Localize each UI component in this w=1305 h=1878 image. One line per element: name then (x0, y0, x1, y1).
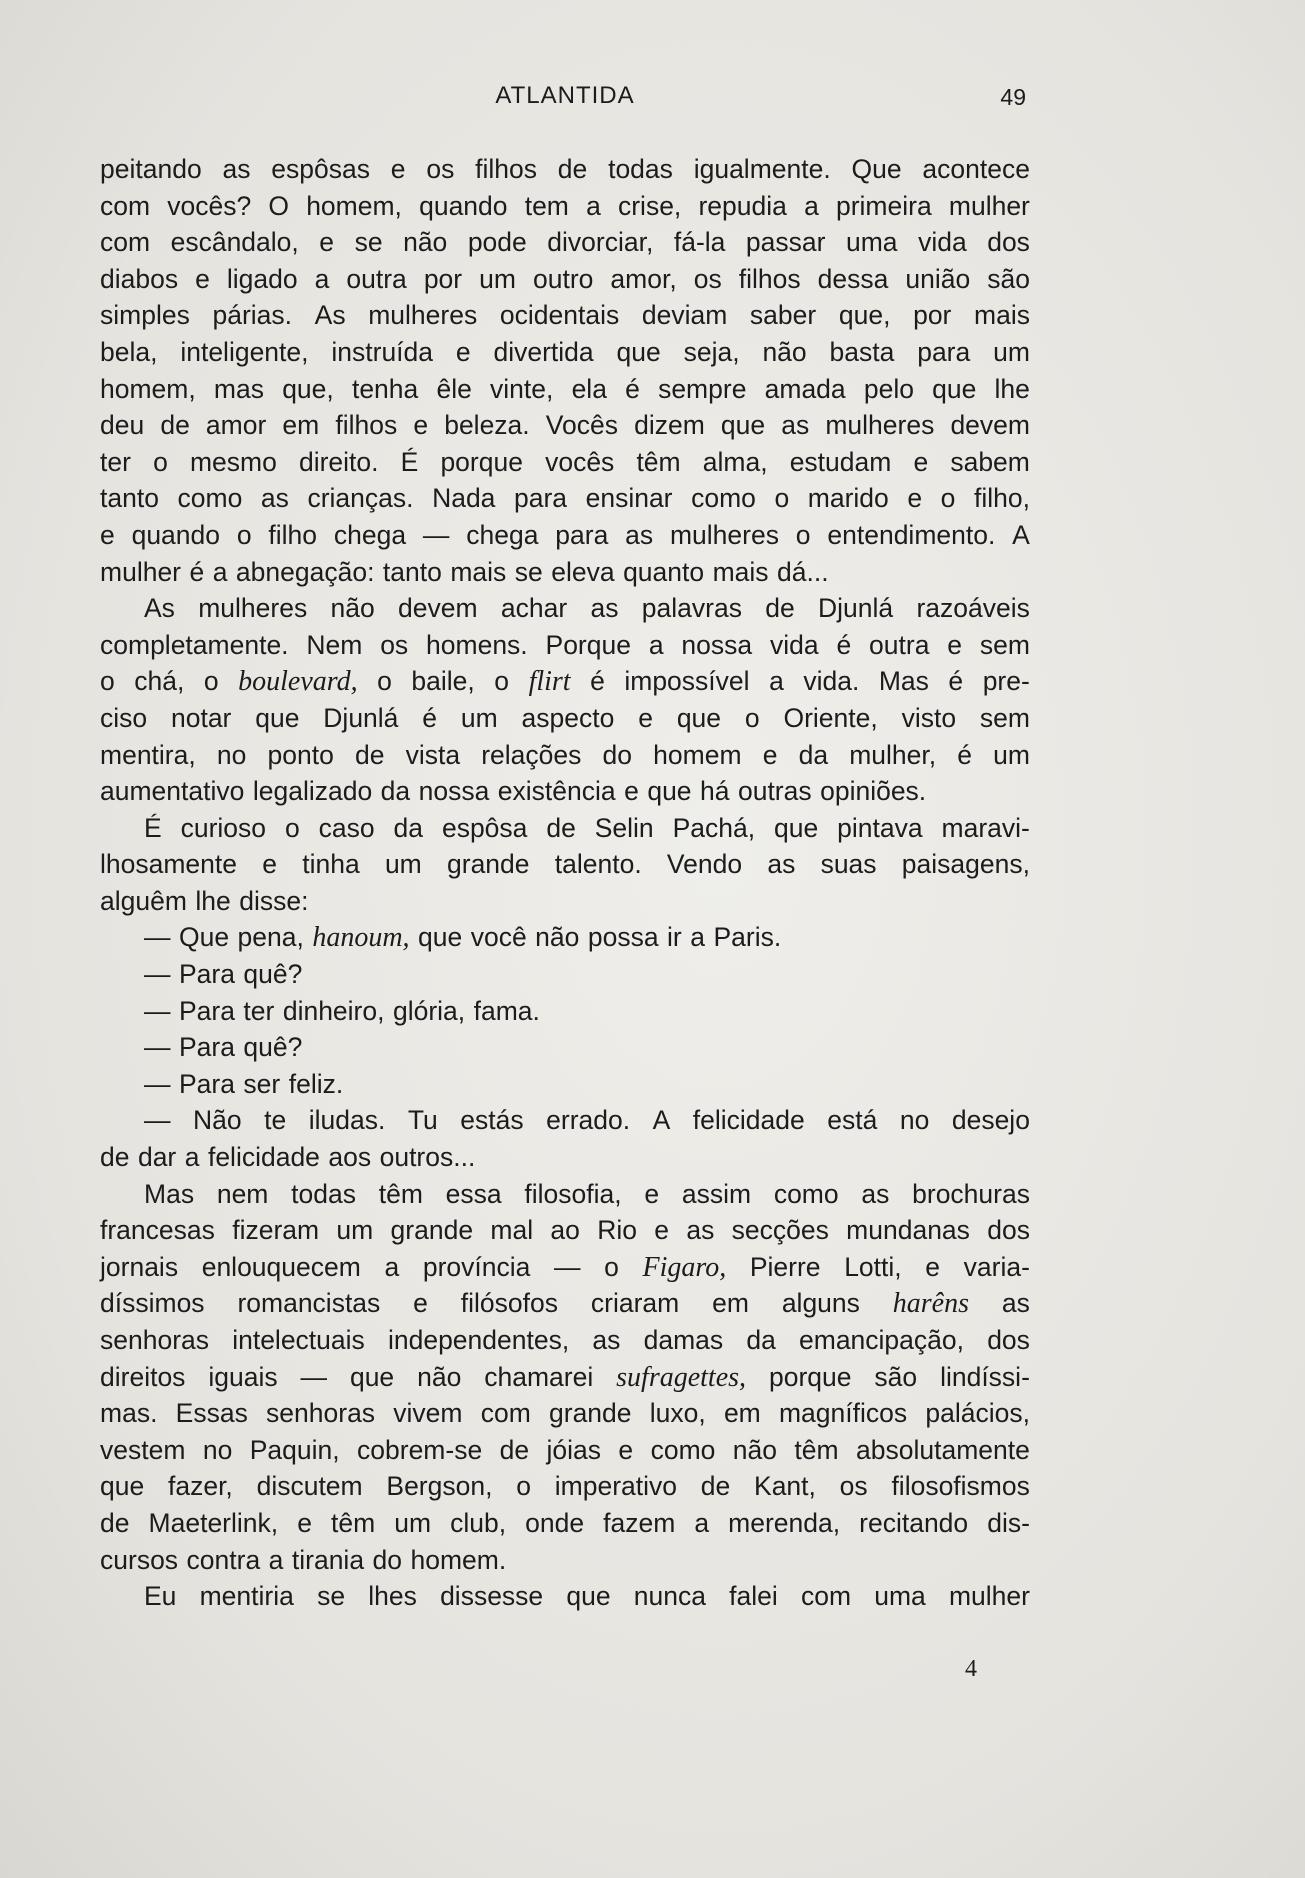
body-text (100, 151, 1030, 1615)
text-line: É curioso o caso da espôsa de Selin Pachá, que pintava maravi- (144, 812, 1030, 843)
text-line: de dar a felicidade aos outros... (100, 1142, 476, 1173)
text-line: senhoras intelectuais independentes, as damas da emancipação, dos (100, 1325, 1030, 1355)
signature-mark: 4 (965, 1656, 977, 1682)
text-line: lhosamente e tinha um grande talento. Vendo as suas paisagens, (100, 849, 1030, 880)
text-line: — Para ser feliz. (144, 1068, 344, 1099)
text-line: o chá, o boulevard, o baile, o flirt é impossível a vida. Mas é pre- (100, 666, 1030, 698)
text-line: Eu mentiria se lhes dissesse que nunca falei com uma mulher (144, 1581, 1030, 1612)
text-line: cursos contra a tirania do homem. (100, 1544, 507, 1575)
text-line: e quando o filho chega — chega para as mulheres o entendimento. A (100, 519, 1030, 550)
text-line: mulher é a abnegação: tanto mais se eleva quanto mais dá... (100, 556, 829, 587)
page-header (100, 82, 1030, 122)
text-line: — Que pena, hanoum, que você não possa ir a Paris. (144, 922, 782, 954)
text-line: simples párias. As mulheres ocidentais deviam saber que, por mais (100, 300, 1030, 331)
text-line: peitando as espôsas e os filhos de todas igualmente. Que acontece (100, 154, 1030, 184)
text-line: com escândalo, e se não pode divorciar, fá-la passar uma vida dos (100, 227, 1030, 258)
text-line: ciso notar que Djunlá é um aspecto e que o Oriente, visto sem (100, 702, 1030, 733)
text-line: ter o mesmo direito. É porque vocês têm alma, estudam e sabem (100, 446, 1030, 477)
page-number: 49 (1000, 84, 1026, 110)
text-line: mentira, no ponto de vista relações do homem e da mulher, é um (100, 739, 1030, 770)
text-line: mas. Essas senhoras vivem com grande luxo, em magníficos palácios, (100, 1398, 1030, 1429)
text-line: — Para quê? (144, 959, 303, 990)
text-line: diabos e ligado a outra por um outro amor, os filhos dessa união são (100, 263, 1030, 294)
text-line: díssimos romancistas e filósofos criaram em alguns harêns as (100, 1288, 1030, 1320)
text-line: jornais enlouquecem a província — o Figaro, Pierre Lotti, e varia- (100, 1251, 1030, 1283)
text-line: de Maeterlink, e têm um club, onde fazem a merenda, recitando dis- (100, 1507, 1030, 1538)
running-title: ATLANTIDA (495, 82, 635, 109)
text-line: direitos iguais — que não chamarei sufragettes, porque são lindíssi- (100, 1361, 1030, 1393)
text-line: Mas nem todas têm essa filosofia, e assim como as brochuras (144, 1178, 1030, 1209)
text-line: francesas fizeram um grande mal ao Rio e as secções mundanas dos (100, 1215, 1030, 1246)
text-line: homem, mas que, tenha êle vinte, ela é sempre amada pelo que lhe (100, 373, 1030, 404)
text-line: — Não te iludas. Tu estás errado. A felicidade está no desejo (144, 1105, 1030, 1136)
text-line: deu de amor em filhos e beleza. Vocês dizem que as mulheres devem (100, 410, 1030, 441)
text-line: completamente. Nem os homens. Porque a nossa vida é outra e sem (100, 629, 1030, 660)
text-line: vestem no Paquin, cobrem-se de jóias e como não têm absolutamente (100, 1434, 1030, 1465)
text-line: que fazer, discutem Bergson, o imperativo de Kant, os filosofismos (100, 1471, 1030, 1502)
text-line: aumentativo legalizado da nossa existência e que há outras opiniões. (100, 776, 927, 807)
text-line: bela, inteligente, instruída e divertida que seja, não basta para um (100, 336, 1030, 367)
text-line: — Para ter dinheiro, glória, fama. (144, 995, 540, 1026)
text-line: As mulheres não devem achar as palavras de Djunlá razoáveis (144, 593, 1030, 624)
text-line: alguêm lhe disse: (100, 885, 309, 916)
text-line: — Para quê? (144, 1032, 303, 1063)
text-line: com vocês? O homem, quando tem a crise, repudia a primeira mulher (100, 190, 1030, 221)
text-line: tanto como as crianças. Nada para ensinar como o marido e o filho, (100, 483, 1030, 514)
